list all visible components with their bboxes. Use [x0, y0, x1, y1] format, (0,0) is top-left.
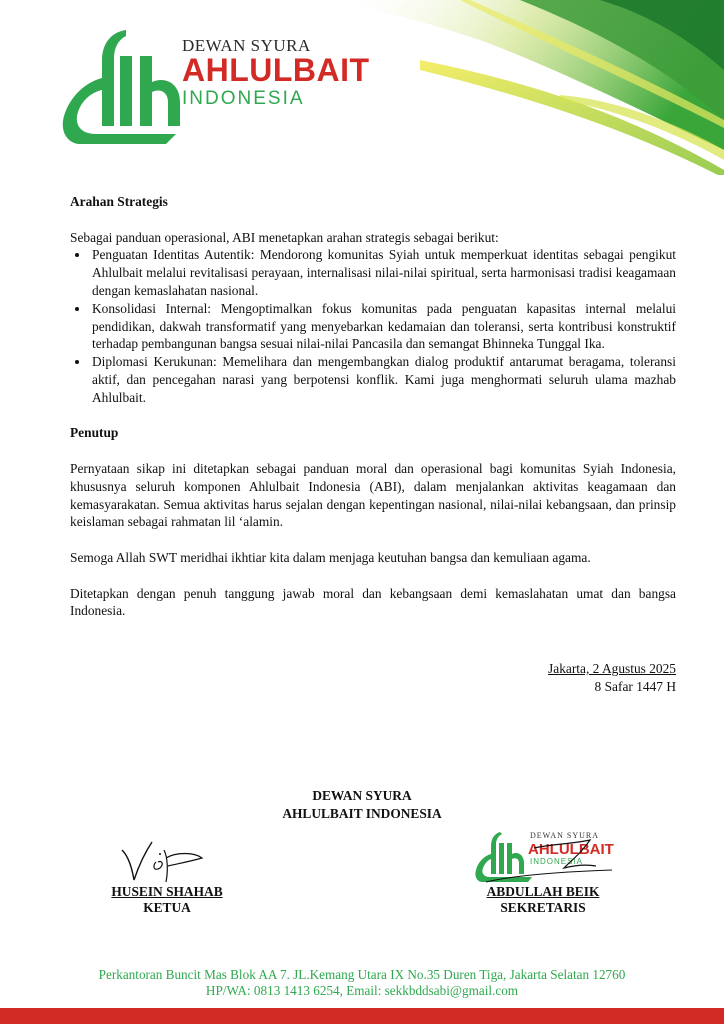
stamp-line2: AHLULBAIT: [528, 841, 614, 858]
signatory-org-line2: AHLULBAIT INDONESIA: [282, 806, 442, 821]
signer-left-name: HUSEIN SHAHAB: [111, 884, 223, 899]
stamp-line1: DEWAN SYURA: [530, 831, 599, 840]
strategy-item: • Penguatan Identitas Autentik: Mendorong komunitas Syiah untuk memperkuat identitas sebagai pengikut Ahlulbait melalui revitalisasi perayaan, internalisasi nilai-nilai spiritual, serta harmonisasi tradisi keagamaan dengan kemaslahatan nasional.: [90, 246, 676, 299]
footer-address: Perkantoran Buncit Mas Blok AA 7. JL.Kemang Utara IX No.35 Duren Tiga, Jakarta Selatan 12760: [98, 967, 626, 982]
signature-right: [468, 884, 618, 916]
signature-left-handwriting: [118, 838, 208, 884]
prayer-paragraph: Semoga Allah SWT meridhai ikhtiar kita dalam menjaga keutuhan bangsa dan kemuliaan agama.: [70, 549, 591, 565]
org-line3: INDONESIA: [182, 88, 305, 109]
strategy-list: [70, 246, 676, 406]
place-date: Jakarta, 2 Agustus 2025: [548, 661, 676, 676]
signatory-org: [0, 787, 724, 823]
signatory-org-line1: DEWAN SYURA: [312, 788, 412, 803]
closing-paragraph: Pernyataan sikap ini ditetapkan sebagai panduan moral dan operasional bagi komunitas Syiah Indonesia, khususnya seluruh komponen Ahlulbait Indonesia (ABI), dalam menjalankan aktivitas keagamaan dan kemasyarakatan. Semua aktivitas harus sejalan dengan kepentingan nasional, nilai-nilai kebangsaan, dan prinsip keislaman sebagai rahmatan lil ‘alamin.: [70, 460, 676, 530]
stamp-line3: INDONESIA: [530, 857, 584, 866]
signature-left: [92, 884, 242, 916]
declaration-paragraph: Ditetapkan dengan penuh tanggung jawab moral dan kebangsaan demi kemaslahatan umat dan bangsa Indonesia.: [70, 585, 676, 619]
signer-right-role: SEKRETARIS: [500, 900, 586, 915]
section-title-closing: Penutup: [70, 425, 119, 441]
stamp-logo-icon: [472, 826, 622, 886]
letter-body: [70, 193, 676, 620]
letterhead-org-name: [182, 36, 370, 110]
footer-contact: HP/WA: 0813 1413 6254, Email: sekkbddsabi@gmail.com: [205, 983, 519, 998]
signer-left-role: KETUA: [143, 900, 191, 915]
ahlulbait-logo-icon: [56, 26, 180, 146]
strategy-item: • Diplomasi Kerukunan: Memelihara dan mengembangkan dialog produktif antarumat beragama, toleransi aktif, dan pencegahan narasi yang berpotensi konflik. Kami juga menghormati seluruh ulama mazhab Ahlulbait.: [90, 353, 676, 406]
org-line1: DEWAN SYURA: [182, 36, 311, 55]
letterhead-footer: [0, 967, 724, 999]
strategy-intro: Sebagai panduan operasional, ABI menetapkan arahan strategis sebagai berikut:: [70, 229, 499, 245]
footer-color-bar: [0, 1008, 724, 1024]
org-line2: AHLULBAIT: [182, 52, 370, 88]
section-title-strategy: Arahan Strategis: [70, 194, 168, 209]
strategy-item: • Konsolidasi Internal: Mengoptimalkan fokus komunitas pada penguatan kapasitas internal melalui pendidikan, dakwah transformatif yang menyebarkan kedamaian dan toleransi, serta kontribusi konstruktif terhadap pembangunan bangsa sesuai nilai-nilai Pancasila dan semangat Bhinneka Tunggal Ika.: [90, 300, 676, 353]
date-block: [548, 660, 676, 696]
hijri-date: 8 Safar 1447 H: [594, 679, 676, 694]
signer-right-name: ABDULLAH BEIK: [486, 884, 600, 899]
